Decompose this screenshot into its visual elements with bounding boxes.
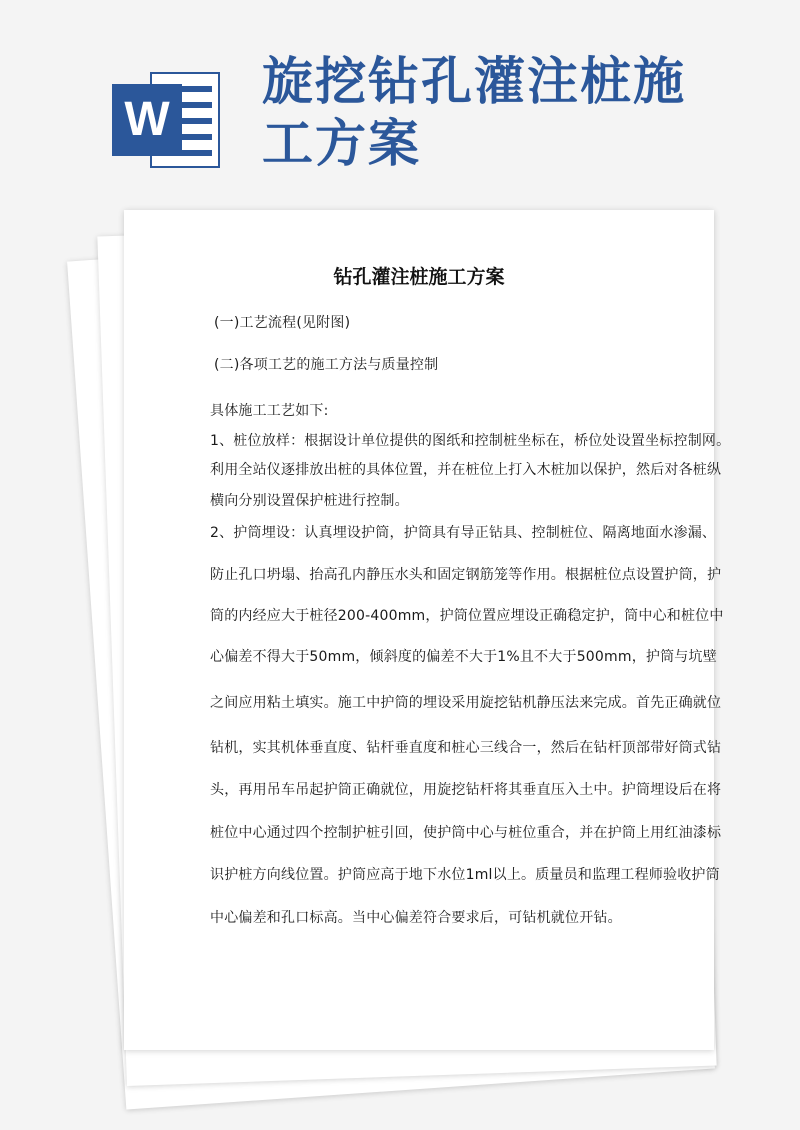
document-line: 识护桩方向线位置。护筒应高于地下水位1ml以上。质量员和监理工程师验收护筒 <box>210 867 720 883</box>
document-line: 1、桩位放样：根据设计单位提供的图纸和控制桩坐标在，桥位处设置坐标控制网。 <box>210 433 731 449</box>
document-line: 头，再用吊车吊起护筒正确就位，用旋挖钻杆将其垂直压入土中。护筒埋设后在将 <box>210 782 722 798</box>
word-icon-line <box>182 150 212 156</box>
document-line: 桩位中心通过四个控制护桩引回，使护筒中心与桩位重合，并在护筒上用红油漆标 <box>210 825 722 841</box>
document-line: 2、护筒埋设：认真埋设护筒，护筒具有导正钻具、控制桩位、隔离地面水渗漏、 <box>210 525 717 541</box>
document-line: 心偏差不得大于50mm，倾斜度的偏差不大于1%且不大于500mm，护筒与坑壁 <box>210 649 717 665</box>
document-line: 之间应用粘土填实。施工中护筒的埋设采用旋挖钻机静压法来完成。首先正确就位 <box>210 695 722 711</box>
document-line: 钻机，实其机体垂直度、钻杆垂直度和桩心三线合一，然后在钻杆顶部带好筒式钻 <box>210 740 722 756</box>
document-line: (二)各项工艺的施工方法与质量控制 <box>214 357 439 373</box>
word-icon-line <box>182 102 212 108</box>
document-line: 利用全站仪逐排放出桩的具体位置，并在桩位上打入木桩加以保护，然后对各桩纵 <box>210 462 722 478</box>
word-icon-letter: W <box>112 84 182 156</box>
cover-title: 旋挖钻孔灌注桩施工方案 <box>262 53 687 174</box>
document-line: (一)工艺流程(见附图) <box>214 315 351 331</box>
document-line: 筒的内经应大于桩径200-400mm，护筒位置应埋设正确稳定护，筒中心和桩位中 <box>210 608 724 624</box>
document-line: 防止孔口坍塌、抬高孔内静压水头和固定钢筋笼等作用。根据桩位点设置护筒，护 <box>210 567 722 583</box>
document-line: 具体施工工艺如下: <box>210 403 329 419</box>
document-title: 钻孔灌注桩施工方案 <box>333 266 505 288</box>
document-line: 横向分别设置保护桩进行控制。 <box>210 493 409 509</box>
word-icon-line <box>182 134 212 140</box>
word-icon-line <box>182 86 212 92</box>
word-document-icon <box>112 72 220 168</box>
document-line: 中心偏差和孔口标高。当中心偏差符合要求后，可钻机就位开钻。 <box>210 910 622 926</box>
word-icon-line <box>182 118 212 124</box>
